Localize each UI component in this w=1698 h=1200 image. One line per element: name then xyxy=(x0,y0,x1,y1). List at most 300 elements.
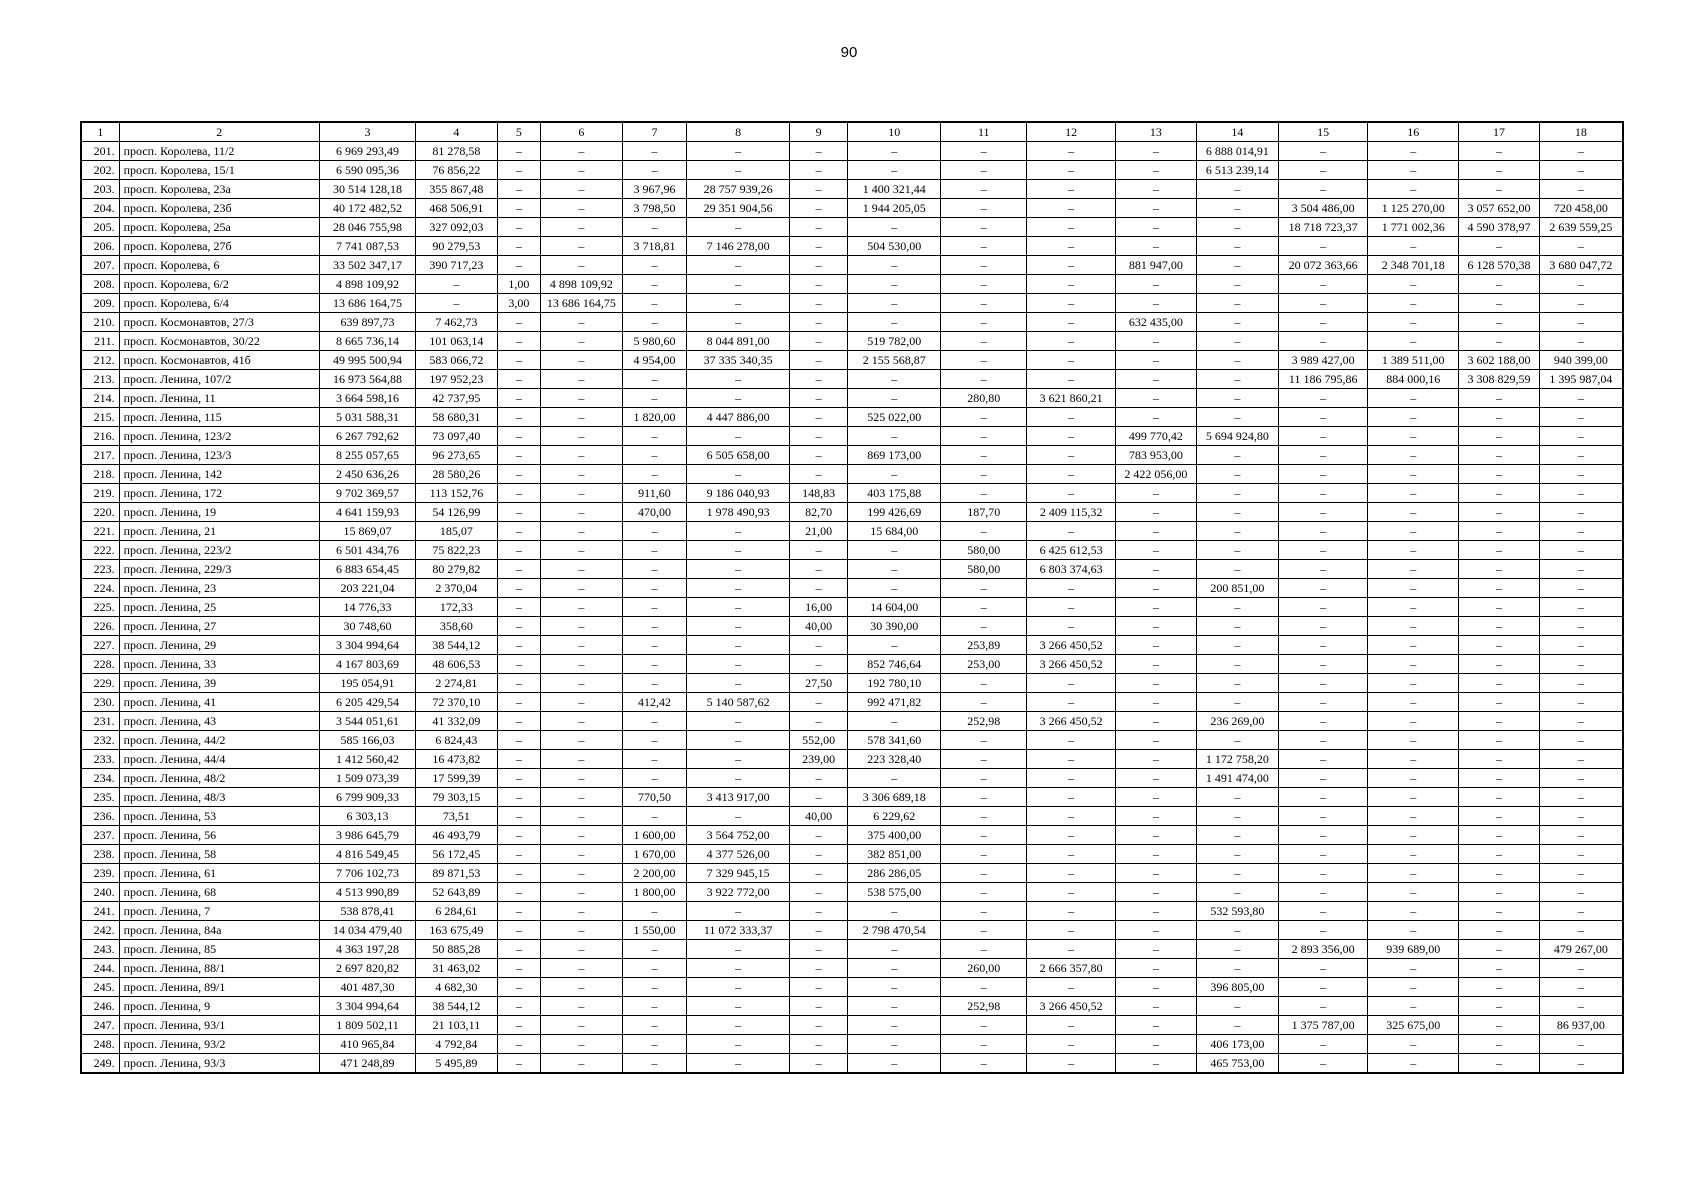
value-cell: – xyxy=(1116,332,1196,351)
value-cell: – xyxy=(622,997,687,1016)
value-cell: 940 399,00 xyxy=(1539,351,1623,370)
value-cell: – xyxy=(1279,598,1368,617)
row-number: 235. xyxy=(81,788,119,807)
value-cell: – xyxy=(1459,541,1539,560)
value-cell: – xyxy=(622,598,687,617)
value-cell: – xyxy=(1027,788,1116,807)
value-cell: – xyxy=(941,921,1027,940)
value-cell: – xyxy=(497,427,540,446)
value-cell: – xyxy=(789,465,847,484)
value-cell: 5 980,60 xyxy=(622,332,687,351)
address-cell: просп. Ленина, 107/2 xyxy=(119,370,319,389)
value-cell: – xyxy=(541,940,623,959)
value-cell: – xyxy=(1116,674,1196,693)
value-cell: – xyxy=(1279,1054,1368,1074)
value-cell: 355 867,48 xyxy=(416,180,498,199)
row-number: 227. xyxy=(81,636,119,655)
value-cell: 3 413 917,00 xyxy=(687,788,790,807)
table-row xyxy=(81,731,1623,750)
value-cell: – xyxy=(1196,484,1279,503)
value-cell: – xyxy=(1459,617,1539,636)
value-cell: – xyxy=(941,750,1027,769)
row-number: 205. xyxy=(81,218,119,237)
value-cell: – xyxy=(1027,237,1116,256)
value-cell: – xyxy=(541,807,623,826)
value-cell: – xyxy=(1116,750,1196,769)
address-cell: просп. Ленина, 68 xyxy=(119,883,319,902)
value-cell: – xyxy=(622,769,687,788)
value-cell: 7 146 278,00 xyxy=(687,237,790,256)
row-number: 239. xyxy=(81,864,119,883)
value-cell: – xyxy=(1027,1016,1116,1035)
value-cell: 3 304 994,64 xyxy=(319,997,415,1016)
table-row xyxy=(81,864,1623,883)
table-row xyxy=(81,997,1623,1016)
value-cell: – xyxy=(1027,940,1116,959)
value-cell: – xyxy=(1196,864,1279,883)
row-number: 234. xyxy=(81,769,119,788)
value-cell: 8 665 736,14 xyxy=(319,332,415,351)
value-cell: – xyxy=(1459,731,1539,750)
value-cell: – xyxy=(1027,142,1116,161)
value-cell: – xyxy=(1459,180,1539,199)
value-cell: 1 412 560,42 xyxy=(319,750,415,769)
value-cell: 3 504 486,00 xyxy=(1279,199,1368,218)
table-row xyxy=(81,465,1623,484)
value-cell: – xyxy=(541,370,623,389)
value-cell: – xyxy=(1368,560,1459,579)
table-row xyxy=(81,161,1623,180)
value-cell: – xyxy=(497,1054,540,1074)
value-cell: – xyxy=(789,655,847,674)
value-cell: – xyxy=(497,408,540,427)
value-cell: – xyxy=(541,1054,623,1074)
value-cell: – xyxy=(789,1035,847,1054)
address-cell: просп. Ленина, 21 xyxy=(119,522,319,541)
value-cell: – xyxy=(687,1054,790,1074)
table-row xyxy=(81,351,1623,370)
table-row xyxy=(81,750,1623,769)
value-cell: 197 952,23 xyxy=(416,370,498,389)
column-header: 3 xyxy=(319,122,415,142)
value-cell: – xyxy=(541,978,623,997)
value-cell: 4 447 886,00 xyxy=(687,408,790,427)
value-cell: 52 643,89 xyxy=(416,883,498,902)
table-row xyxy=(81,1054,1623,1074)
address-cell: просп. Ленина, 23 xyxy=(119,579,319,598)
value-cell: 20 072 363,66 xyxy=(1279,256,1368,275)
value-cell: – xyxy=(541,503,623,522)
value-cell: 578 341,60 xyxy=(848,731,941,750)
value-cell: 2 409 115,32 xyxy=(1027,503,1116,522)
value-cell: – xyxy=(1027,465,1116,484)
value-cell: – xyxy=(1279,161,1368,180)
value-cell: – xyxy=(1459,902,1539,921)
value-cell: – xyxy=(1027,693,1116,712)
value-cell: 30 390,00 xyxy=(848,617,941,636)
value-cell: 15 684,00 xyxy=(848,522,941,541)
value-cell: 7 462,73 xyxy=(416,313,498,332)
value-cell: – xyxy=(687,161,790,180)
value-cell: – xyxy=(1539,484,1623,503)
value-cell: – xyxy=(848,313,941,332)
address-cell: просп. Ленина, 44/4 xyxy=(119,750,319,769)
value-cell: 720 458,00 xyxy=(1539,199,1623,218)
table-row xyxy=(81,218,1623,237)
value-cell: – xyxy=(1027,769,1116,788)
value-cell: 11 072 333,37 xyxy=(687,921,790,940)
value-cell: – xyxy=(941,902,1027,921)
value-cell: – xyxy=(1539,921,1623,940)
value-cell: 6 969 293,49 xyxy=(319,142,415,161)
value-cell: – xyxy=(541,142,623,161)
value-cell: – xyxy=(1196,256,1279,275)
value-cell: 8 255 057,65 xyxy=(319,446,415,465)
value-cell: 14 034 479,40 xyxy=(319,921,415,940)
row-number: 216. xyxy=(81,427,119,446)
column-header: 6 xyxy=(541,122,623,142)
value-cell: – xyxy=(1368,465,1459,484)
value-cell: – xyxy=(497,1016,540,1035)
row-number: 212. xyxy=(81,351,119,370)
value-cell: – xyxy=(1116,617,1196,636)
table-row xyxy=(81,332,1623,351)
value-cell: – xyxy=(1116,902,1196,921)
address-cell: просп. Ленина, 229/3 xyxy=(119,560,319,579)
value-cell: – xyxy=(687,275,790,294)
value-cell: – xyxy=(687,769,790,788)
value-cell: – xyxy=(1116,541,1196,560)
value-cell: – xyxy=(1539,959,1623,978)
value-cell: – xyxy=(497,883,540,902)
value-cell: – xyxy=(1368,636,1459,655)
value-cell: – xyxy=(1459,826,1539,845)
value-cell: – xyxy=(622,427,687,446)
value-cell: – xyxy=(1196,940,1279,959)
value-cell: – xyxy=(497,693,540,712)
value-cell: 465 753,00 xyxy=(1196,1054,1279,1074)
value-cell: – xyxy=(848,389,941,408)
value-cell: 41 332,09 xyxy=(416,712,498,731)
value-cell: – xyxy=(941,484,1027,503)
table-row xyxy=(81,940,1623,959)
table-row xyxy=(81,712,1623,731)
value-cell: – xyxy=(1196,655,1279,674)
value-cell: – xyxy=(1196,997,1279,1016)
row-number: 238. xyxy=(81,845,119,864)
value-cell: 1 395 987,04 xyxy=(1539,370,1623,389)
value-cell: – xyxy=(1459,1054,1539,1074)
address-cell: просп. Ленина, 48/2 xyxy=(119,769,319,788)
value-cell: 2 422 056,00 xyxy=(1116,465,1196,484)
value-cell: – xyxy=(1116,579,1196,598)
value-cell: 6 284,61 xyxy=(416,902,498,921)
value-cell: – xyxy=(789,902,847,921)
value-cell: – xyxy=(1459,1035,1539,1054)
value-cell: – xyxy=(789,959,847,978)
value-cell: – xyxy=(622,142,687,161)
value-cell: 583 066,72 xyxy=(416,351,498,370)
address-cell: просп. Королева, 15/1 xyxy=(119,161,319,180)
table-row xyxy=(81,674,1623,693)
value-cell: – xyxy=(1539,997,1623,1016)
value-cell: 3 266 450,52 xyxy=(1027,655,1116,674)
value-cell: – xyxy=(1279,959,1368,978)
value-cell: – xyxy=(789,332,847,351)
value-cell: – xyxy=(687,636,790,655)
value-cell: – xyxy=(1027,370,1116,389)
value-cell: – xyxy=(497,332,540,351)
value-cell: – xyxy=(687,579,790,598)
value-cell: – xyxy=(1279,1035,1368,1054)
value-cell: 81 278,58 xyxy=(416,142,498,161)
value-cell: – xyxy=(941,598,1027,617)
value-cell: 80 279,82 xyxy=(416,560,498,579)
value-cell: – xyxy=(1279,845,1368,864)
value-cell: 382 851,00 xyxy=(848,845,941,864)
value-cell: – xyxy=(1539,655,1623,674)
value-cell: 13 686 164,75 xyxy=(319,294,415,313)
value-cell: – xyxy=(789,313,847,332)
value-cell: – xyxy=(789,294,847,313)
value-cell: 9 702 369,57 xyxy=(319,484,415,503)
value-cell: – xyxy=(622,636,687,655)
value-cell: 504 530,00 xyxy=(848,237,941,256)
value-cell: 82,70 xyxy=(789,503,847,522)
value-cell: – xyxy=(848,940,941,959)
value-cell: – xyxy=(622,370,687,389)
value-cell: – xyxy=(1027,332,1116,351)
value-cell: – xyxy=(1027,484,1116,503)
value-cell: 471 248,89 xyxy=(319,1054,415,1074)
address-cell: просп. Королева, 6/4 xyxy=(119,294,319,313)
value-cell: – xyxy=(1279,275,1368,294)
value-cell: – xyxy=(541,959,623,978)
value-cell: – xyxy=(789,541,847,560)
column-header: 13 xyxy=(1116,122,1196,142)
value-cell: – xyxy=(789,636,847,655)
value-cell: – xyxy=(622,1016,687,1035)
value-cell: – xyxy=(1116,351,1196,370)
row-number: 218. xyxy=(81,465,119,484)
value-cell: 90 279,53 xyxy=(416,237,498,256)
value-cell: – xyxy=(1116,1035,1196,1054)
value-cell: 75 822,23 xyxy=(416,541,498,560)
value-cell: – xyxy=(848,218,941,237)
value-cell: 11 186 795,86 xyxy=(1279,370,1368,389)
value-cell: – xyxy=(687,750,790,769)
table-row xyxy=(81,1035,1623,1054)
value-cell: 396 805,00 xyxy=(1196,978,1279,997)
table-row xyxy=(81,142,1623,161)
address-cell: просп. Ленина, 93/1 xyxy=(119,1016,319,1035)
value-cell: 200 851,00 xyxy=(1196,579,1279,598)
column-header: 9 xyxy=(789,122,847,142)
value-cell: – xyxy=(1027,1054,1116,1074)
value-cell: 8 044 891,00 xyxy=(687,332,790,351)
value-cell: – xyxy=(1459,560,1539,579)
value-cell: – xyxy=(1539,541,1623,560)
column-header: 14 xyxy=(1196,122,1279,142)
value-cell: – xyxy=(1027,408,1116,427)
value-cell: – xyxy=(941,826,1027,845)
value-cell: – xyxy=(1279,427,1368,446)
table-row xyxy=(81,978,1623,997)
value-cell: – xyxy=(1027,427,1116,446)
table-row xyxy=(81,180,1623,199)
value-cell: – xyxy=(1368,503,1459,522)
value-cell: – xyxy=(497,522,540,541)
row-number: 208. xyxy=(81,275,119,294)
value-cell: – xyxy=(1368,921,1459,940)
value-cell: 412,42 xyxy=(622,693,687,712)
value-cell: – xyxy=(622,1054,687,1074)
value-cell: 2 666 357,80 xyxy=(1027,959,1116,978)
address-cell: просп. Королева, 23б xyxy=(119,199,319,218)
value-cell: – xyxy=(1116,199,1196,218)
address-cell: просп. Ленина, 11 xyxy=(119,389,319,408)
value-cell: 252,98 xyxy=(941,997,1027,1016)
value-cell: – xyxy=(1027,161,1116,180)
value-cell: – xyxy=(687,674,790,693)
value-cell: – xyxy=(1279,465,1368,484)
table-row xyxy=(81,256,1623,275)
value-cell: – xyxy=(1027,351,1116,370)
value-cell: – xyxy=(541,921,623,940)
value-cell: 519 782,00 xyxy=(848,332,941,351)
value-cell: – xyxy=(687,655,790,674)
value-cell: – xyxy=(687,313,790,332)
value-cell: – xyxy=(1368,674,1459,693)
value-cell: – xyxy=(848,142,941,161)
value-cell: – xyxy=(1539,636,1623,655)
value-cell: – xyxy=(941,864,1027,883)
value-cell: 6 501 434,76 xyxy=(319,541,415,560)
value-cell: 16 973 564,88 xyxy=(319,370,415,389)
value-cell: – xyxy=(1027,598,1116,617)
value-cell: 50 885,28 xyxy=(416,940,498,959)
value-cell: 3 564 752,00 xyxy=(687,826,790,845)
value-cell: – xyxy=(941,693,1027,712)
value-cell: – xyxy=(541,579,623,598)
row-number: 225. xyxy=(81,598,119,617)
value-cell: – xyxy=(622,161,687,180)
row-number: 221. xyxy=(81,522,119,541)
address-cell: просп. Ленина, 61 xyxy=(119,864,319,883)
value-cell: – xyxy=(622,522,687,541)
value-cell: – xyxy=(1196,731,1279,750)
value-cell: – xyxy=(1279,902,1368,921)
value-cell: – xyxy=(687,294,790,313)
value-cell: – xyxy=(1027,256,1116,275)
value-cell: – xyxy=(1027,902,1116,921)
value-cell: – xyxy=(848,978,941,997)
row-number: 222. xyxy=(81,541,119,560)
value-cell: – xyxy=(1459,845,1539,864)
value-cell: – xyxy=(1459,807,1539,826)
value-cell: – xyxy=(1459,636,1539,655)
value-cell: – xyxy=(1368,902,1459,921)
table-row xyxy=(81,617,1623,636)
value-cell: – xyxy=(541,313,623,332)
value-cell: – xyxy=(1116,636,1196,655)
value-cell: – xyxy=(941,978,1027,997)
value-cell: – xyxy=(848,997,941,1016)
value-cell: – xyxy=(1459,313,1539,332)
value-cell: – xyxy=(497,446,540,465)
value-cell: – xyxy=(848,294,941,313)
value-cell: – xyxy=(1539,864,1623,883)
value-cell: – xyxy=(1368,294,1459,313)
value-cell: – xyxy=(941,256,1027,275)
value-cell: 3 057 652,00 xyxy=(1459,199,1539,218)
address-cell: просп. Королева, 6/2 xyxy=(119,275,319,294)
row-number: 230. xyxy=(81,693,119,712)
value-cell: – xyxy=(941,845,1027,864)
value-cell: – xyxy=(789,256,847,275)
value-cell: – xyxy=(1539,712,1623,731)
row-number: 248. xyxy=(81,1035,119,1054)
value-cell: – xyxy=(687,1035,790,1054)
row-number: 219. xyxy=(81,484,119,503)
value-cell: 3,00 xyxy=(497,294,540,313)
column-header: 18 xyxy=(1539,122,1623,142)
value-cell: – xyxy=(848,465,941,484)
value-cell: – xyxy=(1116,959,1196,978)
value-cell: – xyxy=(848,1054,941,1074)
table-row xyxy=(81,389,1623,408)
value-cell: 884 000,16 xyxy=(1368,370,1459,389)
value-cell: 325 675,00 xyxy=(1368,1016,1459,1035)
value-cell: 253,00 xyxy=(941,655,1027,674)
value-cell: – xyxy=(1196,598,1279,617)
value-cell: – xyxy=(1368,180,1459,199)
value-cell: – xyxy=(687,598,790,617)
value-cell: – xyxy=(1368,522,1459,541)
value-cell: – xyxy=(1116,408,1196,427)
value-cell: – xyxy=(1368,484,1459,503)
value-cell: – xyxy=(1279,408,1368,427)
value-cell: – xyxy=(1196,788,1279,807)
value-cell: – xyxy=(1027,294,1116,313)
value-cell: – xyxy=(1459,598,1539,617)
value-cell: 4 167 803,69 xyxy=(319,655,415,674)
table-row xyxy=(81,826,1623,845)
value-cell: 4 682,30 xyxy=(416,978,498,997)
value-cell: – xyxy=(687,712,790,731)
value-cell: 21 103,11 xyxy=(416,1016,498,1035)
value-cell: – xyxy=(541,826,623,845)
address-cell: просп. Ленина, 29 xyxy=(119,636,319,655)
value-cell: – xyxy=(1368,731,1459,750)
row-number: 240. xyxy=(81,883,119,902)
value-cell: – xyxy=(622,1035,687,1054)
value-cell: 6 803 374,63 xyxy=(1027,560,1116,579)
value-cell: 2 274,81 xyxy=(416,674,498,693)
value-cell: – xyxy=(1368,617,1459,636)
value-cell: – xyxy=(1368,769,1459,788)
value-cell: 54 126,99 xyxy=(416,503,498,522)
value-cell: – xyxy=(1539,598,1623,617)
value-cell: 6 590 095,36 xyxy=(319,161,415,180)
value-cell: 3 544 051,61 xyxy=(319,712,415,731)
value-cell: 163 675,49 xyxy=(416,921,498,940)
value-cell: 223 328,40 xyxy=(848,750,941,769)
row-number: 202. xyxy=(81,161,119,180)
value-cell: – xyxy=(1368,807,1459,826)
value-cell: – xyxy=(1459,712,1539,731)
value-cell: – xyxy=(416,294,498,313)
